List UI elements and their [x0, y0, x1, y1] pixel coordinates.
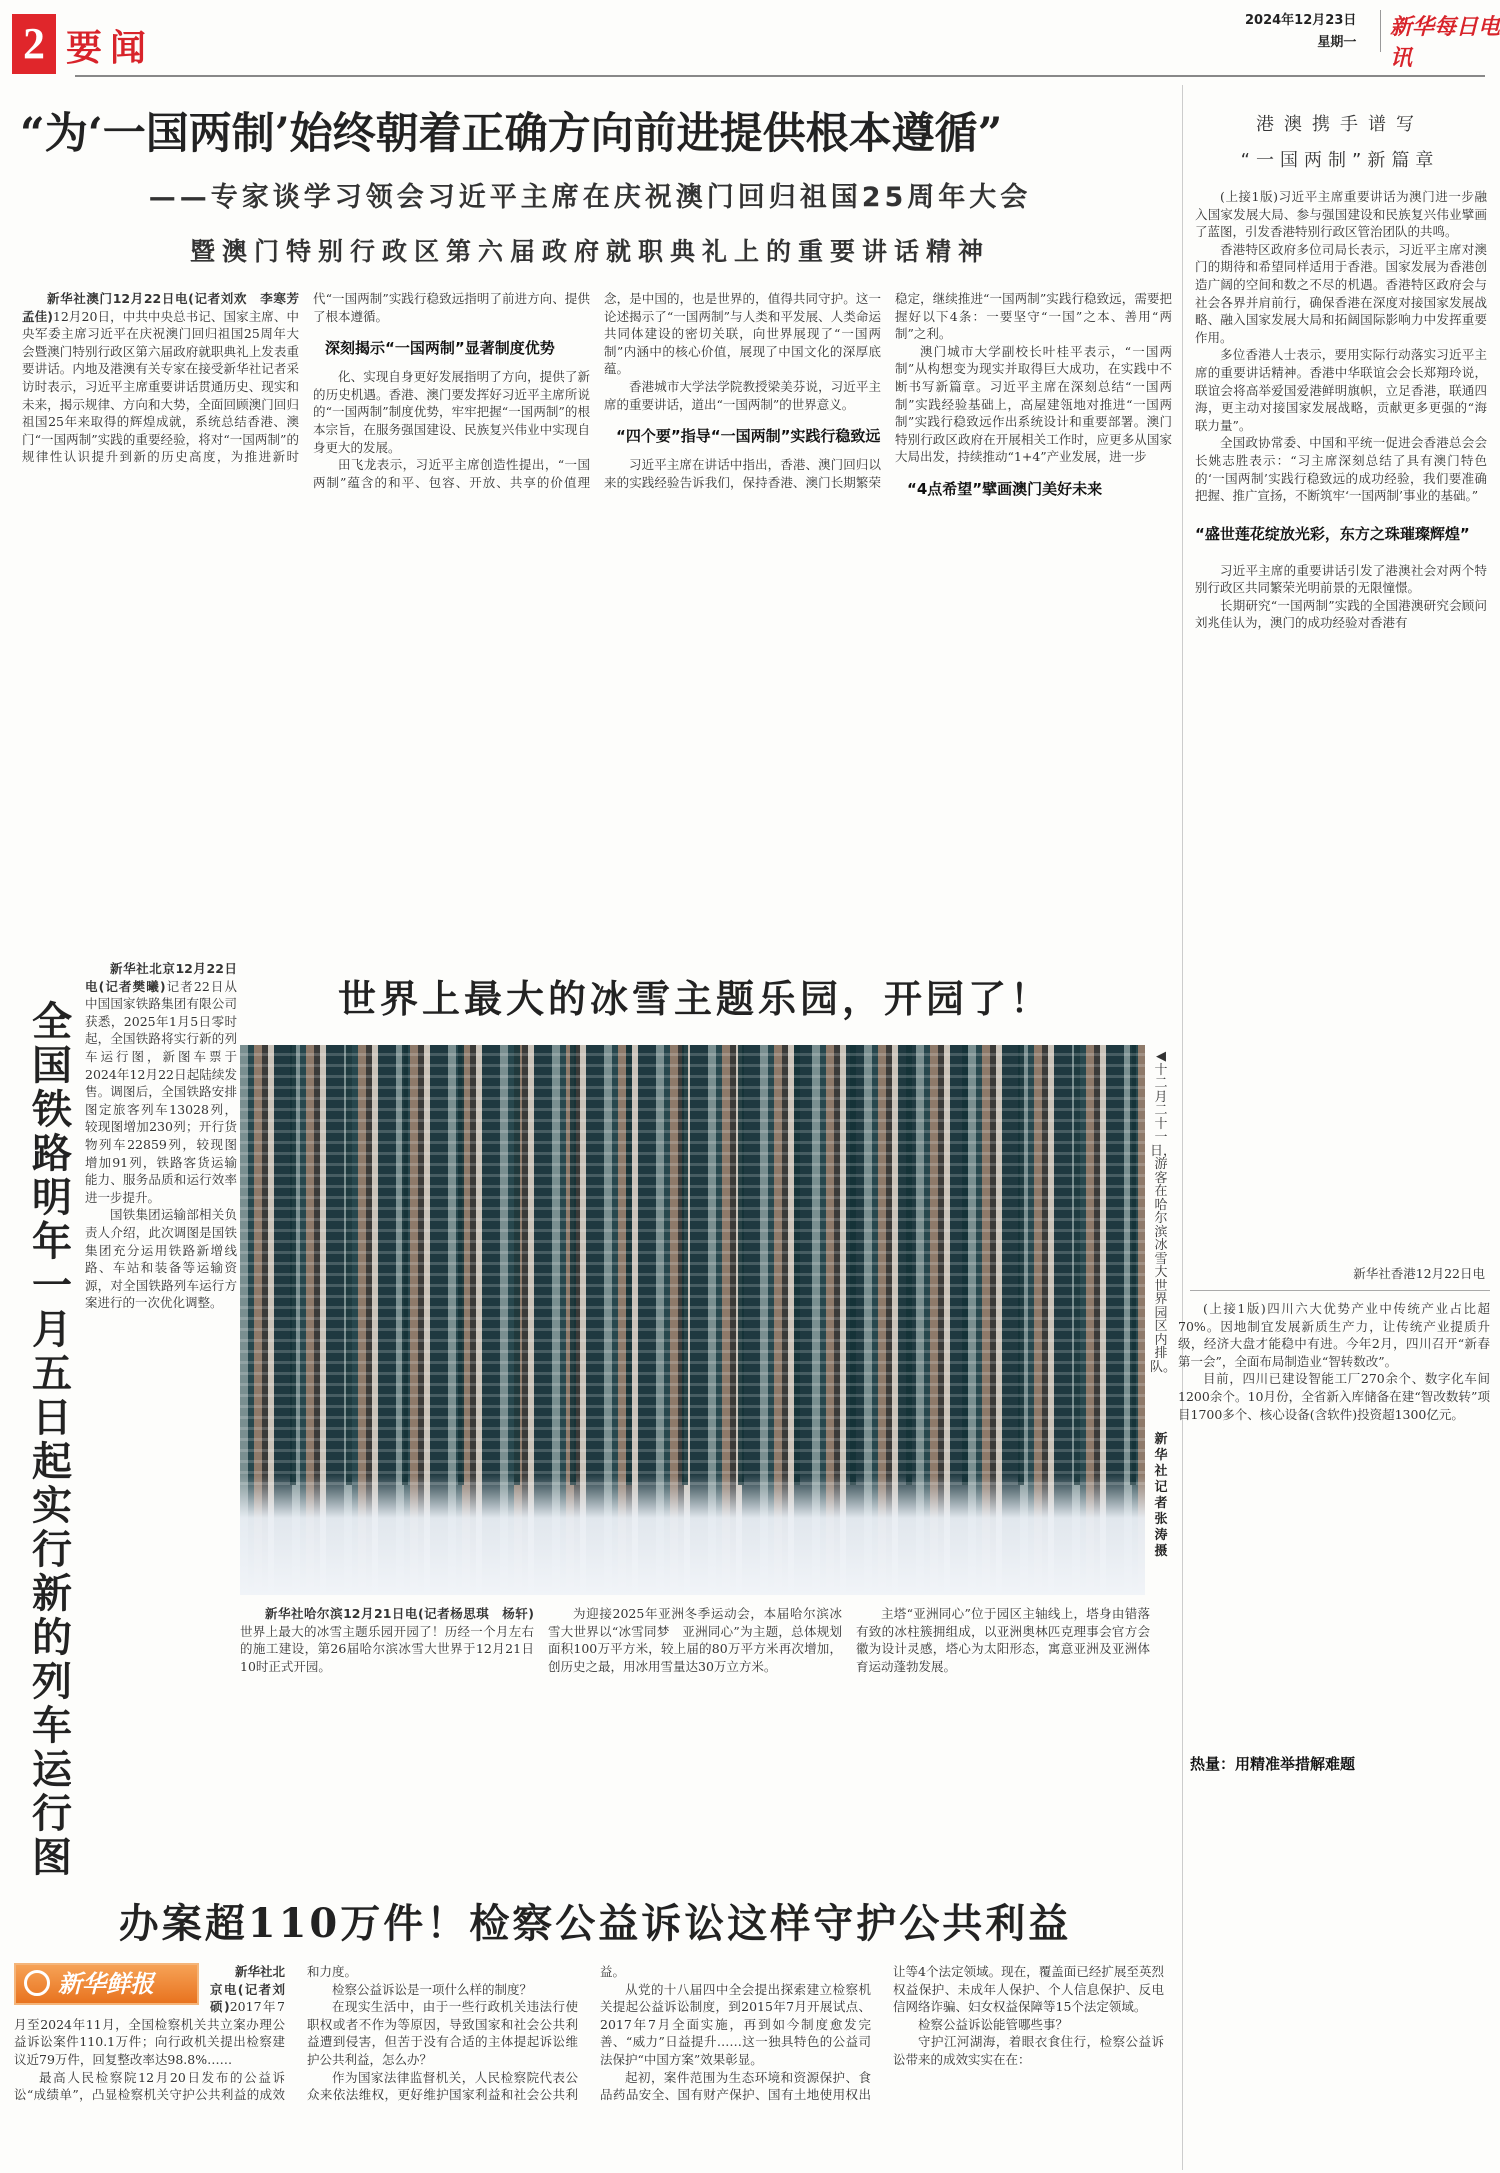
ice-article-body [240, 1605, 1150, 1870]
paragraph: (上接1版)四川六大优势产业中传统产业占比超70%。因地制宜发展新质生产力，让传统产业提质升级，经济大盘才能稳中有进。今年2月，四川召开“新春第一会”，全面布局制造业“智转数改”。 [1178, 1301, 1490, 1369]
sichuan-article-body [1178, 1300, 1490, 2170]
paragraph: 习近平主席的重要讲话引发了港澳社会对两个特别行政区共同繁荣光明前景的无限憧憬。 [1195, 562, 1487, 596]
paragraph: 世界上最大的冰雪主题乐园开园了！历经一个月左右的施工建设，第26届哈尔滨冰雪大世界于12月21日10时正式开园。 [240, 1623, 534, 1674]
paragraph: 澳门城市大学副校长叶桂平表示，“一国两制”从构想变为现实并取得巨大成功，在实践中不断书写新篇章。习近平主席在深刻总结“一国两制”实践经验基础上，高屋建瓴地对推进“一国两制”实践行稳致远作出系统设计和重要部署。澳门特别行政区政府在开展相关工作时，应更多从国家大局出发，持续推动“1+4”产业发展，进一步 [895, 343, 1172, 465]
section-title: 要闻 [66, 27, 155, 69]
paragraph: 检察公益诉讼能管哪些事？ [918, 2016, 1069, 2032]
rail-article-body [85, 960, 237, 1870]
paragraph: 守护江河湖海，着眼衣食住行，检察公益诉讼带来的成效实实在在： [893, 2034, 1164, 2067]
clock-magnifier-icon [24, 1970, 50, 1996]
lead-article-body [22, 290, 1172, 960]
paragraph: 起初，案件范围为生态环境和资源保护、食品药品安全、国有财产保护、国有土地使用权出让等4个法定领域。现在，覆盖面已经扩展至英烈权益保护、未成年人保护、个人信息保护、反电信网络诈骗、妇女权益保障等15个法定领域。 [600, 1964, 1164, 2103]
dateline: 新华社北京12月22日电(记者樊曦) [85, 961, 237, 994]
xinhua-xianbao-logo [14, 1963, 199, 2005]
paragraph: 主塔“亚洲同心”位于园区主轴线上，塔身由错落有致的冰柱簇拥组成，以亚洲奥林匹克理事会官方会徽为设计灵感，塔心为太阳形态，寓意亚洲及亚洲体育运动蓬勃发展。 [856, 1606, 1150, 1674]
lead-headline: “为‘一国两制’始终朝着正确方向前进提供根本遵循” [20, 109, 1003, 159]
paragraph: 国铁集团运输部相关负责人介绍，此次调图是国铁集团充分运用铁路新增线路、车站和装备等运输资源，对全国铁路列车运行方案进行的一次优化调整。 [85, 1207, 237, 1311]
paragraph: 多位香港人士表示，要用实际行动落实习近平主席的重要讲话精神。香港中华联谊会会长郑翔玲说，联谊会将高举爱国爱港鲜明旗帜，立足香港，联通四海，更主动对接国家发展战略，贡献更多更强的“海联力量”。 [1195, 347, 1487, 433]
issue-date [1245, 10, 1356, 54]
subhead: “盛世莲花绽放光彩，东方之珠璀璨辉煌” [1195, 524, 1470, 543]
subhead: 深刻揭示“一国两制”显著制度优势 [325, 339, 555, 358]
ice-world-photo [240, 1045, 1145, 1595]
paragraph: (上接1版)习近平主席重要讲话为澳门进一步融入国家发展大局、参与强国建设和民族复兴伟业擘画了蓝图，引发香港特别行政区管治团队的共鸣。 [1195, 189, 1487, 240]
paragraph: 全国政协常委、中国和平统一促进会香港总会会长姚志胜表示：“习主席深刻总结了具有澳门特色的‘一国两制’实践行稳致远的成功经验，我们要准确把握、推广宣扬，不断筑牢‘一国两制’事业的基础。” [1195, 435, 1487, 504]
column-logo-text: 新华鲜报 [58, 1970, 154, 1998]
paragraph: 化、实现自身更好发展指明了方向，提供了新的历史机遇。香港、澳门要发挥好习近平主席所说的“一国两制”制度优势，牢牢把握“一国两制”的根本宗旨，在服务强国建设、民族复兴伟业中实现自身更大的发展。 [313, 369, 590, 455]
paragraph: 作为国家法律监督机关，人民检察院代表公众来依法维权，更好维护国家利益和社会公共利益。 [307, 1964, 626, 2103]
newspaper-logo: 新华每日电讯 [1390, 14, 1500, 71]
dateline: 新华社澳门12月22日电(记者刘欢 李寒芳 孟佳) [22, 291, 312, 324]
paragraph: 最高人民检察院12月20日发布的公益诉讼“成绩单”，凸显检察机关守护公共利益的成效和力度。 [14, 1964, 358, 2103]
paragraph: 在现实生活中，由于一些行政机关违法行使职权或者不作为等原因，导致国家和社会公共利益遭到侵害，但苦于没有合适的主体提起诉讼维护公共利益，怎么办？ [307, 1999, 578, 2067]
page-number: 2 [12, 14, 56, 74]
subhead: 热量：用精准举措解难题 [1190, 1755, 1356, 1774]
paragraph: 为迎接2025年亚洲冬季运动会，本届哈尔滨冰雪大世界以“冰雪同梦 亚洲同心”为主题，总体规划面积100万平方米，较上届的80万平方米再次增加，创历史之最，用冰用雪量达30万立方米。 [548, 1606, 842, 1674]
divider [1380, 10, 1381, 52]
photo-caption: ◀十二月二十一日，游客在哈尔滨冰雪大世界园区内排队。 [1150, 1049, 1177, 1375]
paragraph: 目前，四川已建设智能工厂270余个、数字化车间1200余个。10月份，全省新入库储备在建“智改数转”项目1700多个、核心设备(含软件)投资超1300亿元。 [1178, 1371, 1490, 1422]
sidebar-title-line2: “一国两制”新篇章 [1240, 150, 1440, 171]
weekday-text: 星期一 [1317, 35, 1357, 50]
sidebar-byline: 新华社香港12月22日电 [1353, 1266, 1485, 1281]
dateline: 新华社哈尔滨12月21日电(记者杨思琪 杨轩) [265, 1606, 534, 1621]
paragraph: 习近平主席在讲话中指出，香港、澳门回归以来的实践经验告诉我们，保持香港、澳门长期繁荣稳定，继续推进“一国两制”实践行稳致远，需要把握好以下4条：一要坚守“一国”之本、善用“两制”之利。 [604, 291, 1172, 490]
paragraph: 田飞龙表示，习近平主席创造性提出，“一国两制”蕴含的和平、包容、开放、共享的价值理念，是中国的，也是世界的，值得共同守护。这一论述揭示了“一国两制”与人类和平发展、人类命运共同体建设的密切关联，向世界展现了“一国两制”内涵中的核心价值，展现了中国文化的深厚底蕴。 [313, 291, 881, 490]
sidebar-hk-body [1195, 188, 1487, 948]
date-text: 2024年12月23日 [1245, 13, 1357, 28]
lead-subtitle-2: 暨澳门特别行政区第六届政府就职典礼上的重要讲话精神 [189, 237, 990, 266]
procuratorate-headline: 办案超110万件！检察公益诉讼这样守护公共利益 [118, 1900, 1072, 1947]
ice-headline: 世界上最大的冰雪主题乐园，开园了！ [337, 976, 1052, 1021]
sidebar-title-line1: 港澳携手谱写 [1256, 114, 1424, 135]
divider [1190, 1290, 1490, 1291]
paragraph: 记者22日从中国国家铁路集团有限公司获悉，2025年1月5日零时起，全国铁路将实行新的列车运行图，新图车票于2024年12月22日起陆续发售。调图后，全国铁路安排图定旅客列车13028列，较现图增加230列；开行货物列车22859列，较现图增加91列，铁路客货运输能力、服务品质和运行效率进一步提升。 [85, 978, 237, 1205]
photo-credit: 新华社记者张涛摄 [1154, 1432, 1168, 1559]
header-rule [75, 75, 1485, 77]
paragraph: 香港城市大学法学院教授梁美芬说，习近平主席的重要讲话，道出“一国两制”的世界意义。 [604, 378, 881, 412]
paragraph: 从党的十八届四中全会提出探索建立检察机关提起公益诉讼制度，到2015年7月开展试点、2017年7月全面实施，再到如今制度愈发完善、“威力”日益提升……这一独具特色的公益司法保护“中国方案”效果彰显。 [600, 1981, 871, 2067]
dateline: 新华社北京电(记者刘硕) [210, 1964, 286, 2015]
rail-headline: 全国铁路明年一月五日起实行新的列车运行图 [32, 998, 72, 1881]
subhead: “四个要”指导“一国两制”实践行稳致远 [616, 427, 881, 446]
paragraph: 2017年7月至2024年11月，全国检察机关共立案办理公益诉讼案件110.1万件；向行政机关提出检察建议近79万件，回复整改率达98.8%…… [14, 1999, 285, 2067]
paragraph: 长期研究“一国两制”实践的全国港澳研究会顾问刘兆佳认为，澳门的成功经验对香港有 [1195, 597, 1487, 631]
paragraph: 香港特区政府多位司局长表示，习近平主席对澳门的期待和希望同样适用于香港。国家发展为香港创造广阔的空间和数之不尽的机遇。香港特区政府会与社会各界并肩前行，确保香港在深度对接国家发展战略、融入国家发展大局和拓阔国际影响力中发挥重要作用。 [1195, 241, 1487, 345]
subhead: “4点希望”擘画澳门美好未来 [907, 479, 1103, 498]
paragraph: 检察公益诉讼是一项什么样的制度？ [332, 1981, 533, 1997]
paragraph: 12月20日，中共中央总书记、国家主席、中央军委主席习近平在庆祝澳门回归祖国25周年大会暨澳门特别行政区第六届政府就职典礼上发表重要讲话。内地及港澳有关专家在接受新华社记者采访时表示，习近平主席重要讲话贯通历史、现实和未来，揭示规律、方向和大势，全面回顾澳门回归祖国25年来取得的辉煌成就，系统总结香港、澳门“一国两制”实践的重要经验，将对“一国两制”的规律性认识提升到新的历史高度，为推进新时代“一国两制”实践行稳致远指明了前进方向、提供了根本遵循。 [22, 291, 590, 465]
lead-subtitle: ——专家谈学习领会习近平主席在庆祝澳门回归祖国25周年大会 [148, 182, 1032, 213]
